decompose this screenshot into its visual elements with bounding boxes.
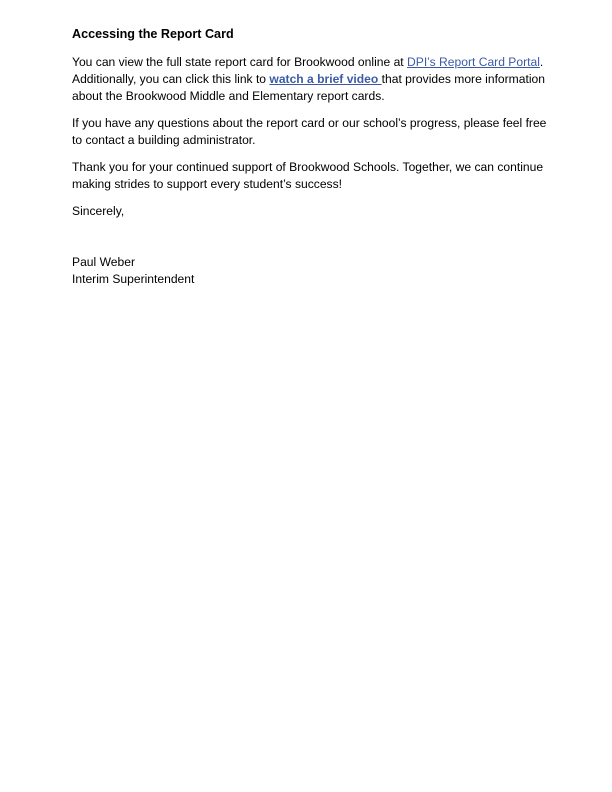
signer-name: Paul Weber (72, 255, 135, 269)
report-card-portal-link[interactable]: DPI’s Report Card Portal (407, 55, 540, 69)
report-card-paragraph (72, 54, 547, 105)
signer-title: Interim Superintendent (72, 272, 195, 286)
watch-video-link[interactable]: watch a brief video (269, 72, 382, 86)
section-heading: Accessing the Report Card (72, 27, 234, 41)
thank-you-paragraph: Thank you for your continued support of Brookwood Schools. Together, we can continue making strides to support every student’s success! (72, 160, 544, 191)
questions-paragraph: If you have any questions about the report card or our school’s progress, please feel free to contact a building administrator. (72, 116, 547, 147)
paragraph-text: . Additionally, you can click this link to (72, 55, 544, 86)
paragraph-text: that provides more information about the Brookwood Middle and Elementary report cards. (72, 72, 545, 103)
closing-salutation: Sincerely, (72, 204, 125, 218)
paragraph-text: You can view the full state report card for Brookwood online at (72, 55, 408, 69)
letter-body (72, 26, 547, 288)
signature-block (72, 254, 547, 288)
